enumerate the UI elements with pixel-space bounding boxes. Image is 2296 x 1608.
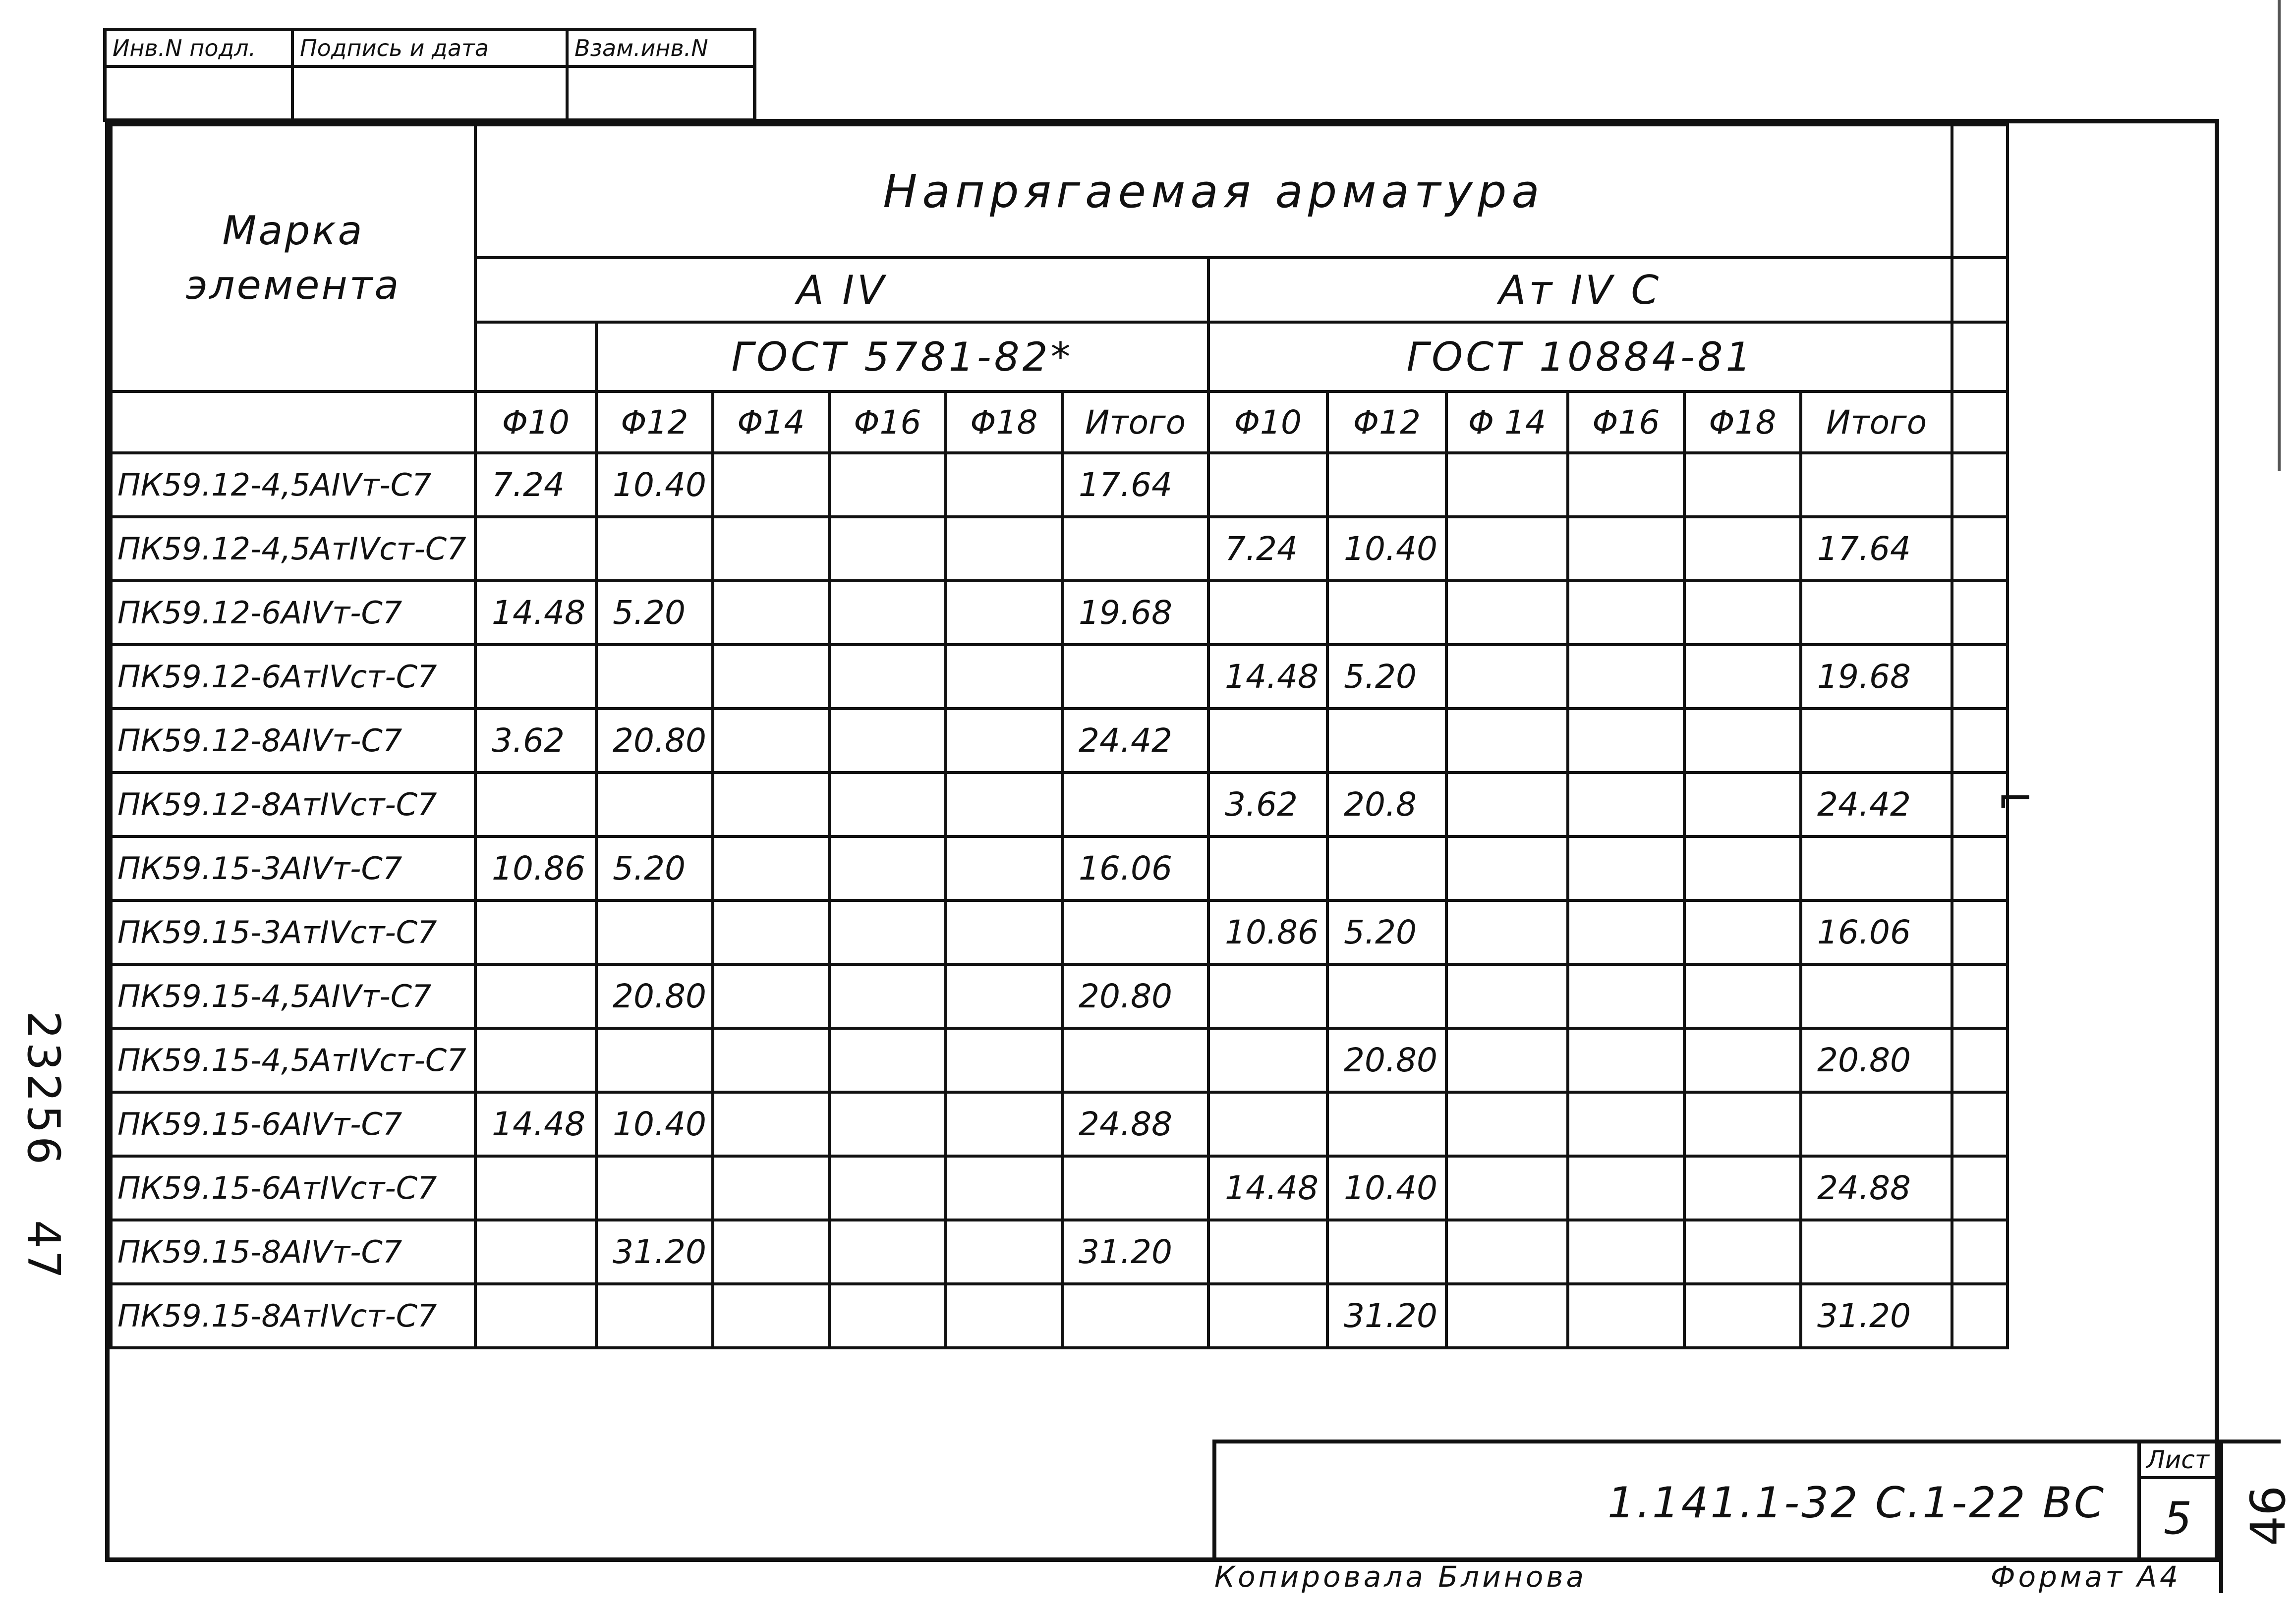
- mass-cell: [946, 964, 1062, 1028]
- mass-cell: 10.86: [475, 836, 596, 900]
- element-mark: ПК59.15-3AIVт-С7: [111, 836, 475, 900]
- element-mark: ПК59.12-8АтIVст-С7: [111, 773, 475, 836]
- table-row: [111, 453, 2008, 517]
- total-cell: 31.20: [1062, 1220, 1208, 1284]
- mass-cell: [1208, 1092, 1327, 1156]
- mass-cell: [475, 517, 596, 581]
- mass-cell: [713, 900, 829, 964]
- extra-column-cell: [1952, 964, 2008, 1028]
- blank-header-cell: [111, 391, 475, 453]
- page-number-left: 47: [17, 1220, 69, 1281]
- mass-cell: 5.20: [596, 581, 713, 645]
- copied-by: Копировала Блинова: [1214, 1560, 1587, 1594]
- mass-cell: [1208, 1028, 1327, 1092]
- total-cell: [1801, 453, 1952, 517]
- element-mark: ПК59.15-3АтIVст-С7: [111, 900, 475, 964]
- mass-cell: [946, 773, 1062, 836]
- total-cell: 24.42: [1062, 709, 1208, 773]
- mass-cell: 3.62: [475, 709, 596, 773]
- mass-cell: [1684, 1028, 1801, 1092]
- total-cell: [1062, 517, 1208, 581]
- total-cell: [1062, 645, 1208, 709]
- mass-cell: [829, 1028, 946, 1092]
- mass-cell: [1568, 836, 1684, 900]
- diameter-header: Φ16: [829, 391, 946, 453]
- extra-column-cell: [1952, 645, 2008, 709]
- mass-cell: [713, 645, 829, 709]
- scan-edge-line: [2278, 0, 2281, 471]
- mass-cell: 14.48: [475, 581, 596, 645]
- group-standard-1: ГОСТ 5781-82*: [596, 322, 1208, 391]
- mass-cell: [829, 964, 946, 1028]
- mass-cell: [829, 645, 946, 709]
- element-mark: ПК59.12-6AIVт-С7: [111, 581, 475, 645]
- mass-cell: [475, 1284, 596, 1348]
- mass-cell: 10.86: [1208, 900, 1327, 964]
- extra-column-cell: [1952, 1156, 2008, 1220]
- extra-column-cell: [1952, 1284, 2008, 1348]
- mass-cell: 20.80: [596, 964, 713, 1028]
- total-header: Итого: [1062, 391, 1208, 453]
- mass-cell: [946, 517, 1062, 581]
- approval-stamp: [103, 28, 756, 122]
- total-cell: 31.20: [1801, 1284, 1952, 1348]
- mass-cell: [713, 581, 829, 645]
- total-cell: 24.88: [1062, 1092, 1208, 1156]
- diameter-header: Φ16: [1568, 391, 1684, 453]
- total-cell: 19.68: [1801, 645, 1952, 709]
- element-mark: ПК59.15-6АтIVст-С7: [111, 1156, 475, 1220]
- mass-cell: [713, 453, 829, 517]
- mass-cell: [1568, 773, 1684, 836]
- mass-cell: [1208, 836, 1327, 900]
- mass-cell: [596, 645, 713, 709]
- mass-cell: 7.24: [1208, 517, 1327, 581]
- mass-cell: [1684, 1284, 1801, 1348]
- paper-format: Формат А4: [1990, 1560, 2181, 1594]
- mass-cell: [1446, 964, 1568, 1028]
- mass-cell: [475, 900, 596, 964]
- mass-cell: [475, 1028, 596, 1092]
- mass-cell: [1446, 1028, 1568, 1092]
- diameter-header: Φ10: [1208, 391, 1327, 453]
- mass-cell: [829, 581, 946, 645]
- main-header: Напрягаемая арматура: [475, 125, 1952, 258]
- sheet-label: Лист: [2141, 1443, 2215, 1479]
- sheet-number: 5: [2163, 1493, 2192, 1545]
- stamp-value-inventory: [107, 68, 294, 118]
- mass-cell: [1327, 1092, 1446, 1156]
- extra-column-cell: [1952, 1092, 2008, 1156]
- element-mark: ПК59.12-4,5AIVт-С7: [111, 453, 475, 517]
- footer: [1214, 1560, 2181, 1605]
- total-cell: [1062, 1284, 1208, 1348]
- total-cell: 17.64: [1062, 453, 1208, 517]
- mass-cell: [1568, 453, 1684, 517]
- mass-cell: [1446, 900, 1568, 964]
- mass-cell: [713, 1220, 829, 1284]
- mass-cell: [1684, 709, 1801, 773]
- mass-cell: [829, 900, 946, 964]
- mass-cell: 20.80: [1327, 1028, 1446, 1092]
- table-row: [111, 1028, 2008, 1092]
- mass-cell: [713, 709, 829, 773]
- mass-cell: [946, 581, 1062, 645]
- element-mark: ПК59.15-4,5АтIVст-С7: [111, 1028, 475, 1092]
- mass-cell: [1446, 581, 1568, 645]
- mass-cell: [829, 1092, 946, 1156]
- mass-cell: 20.8: [1327, 773, 1446, 836]
- mass-cell: [475, 773, 596, 836]
- diameter-header: Φ 14: [1446, 391, 1568, 453]
- mass-cell: [946, 900, 1062, 964]
- mass-cell: 31.20: [1327, 1284, 1446, 1348]
- total-cell: 16.06: [1801, 900, 1952, 964]
- total-cell: [1801, 836, 1952, 900]
- mass-cell: [1684, 581, 1801, 645]
- mass-cell: [946, 709, 1062, 773]
- mass-cell: [1684, 1156, 1801, 1220]
- mass-cell: [475, 1156, 596, 1220]
- mass-cell: [1568, 1220, 1684, 1284]
- mass-cell: [829, 453, 946, 517]
- mass-cell: [946, 453, 1062, 517]
- total-cell: [1062, 900, 1208, 964]
- mass-cell: [829, 709, 946, 773]
- total-cell: 20.80: [1062, 964, 1208, 1028]
- element-mark: ПК59.15-8АтIVст-С7: [111, 1284, 475, 1348]
- mass-cell: [1684, 900, 1801, 964]
- mass-cell: [596, 1284, 713, 1348]
- table-row: [111, 1156, 2008, 1220]
- extra-column-cell: [1952, 125, 2008, 258]
- diameter-header: Φ12: [596, 391, 713, 453]
- element-mark: ПК59.12-4,5АтIVст-С7: [111, 517, 475, 581]
- mass-cell: [596, 773, 713, 836]
- mass-cell: [1684, 453, 1801, 517]
- mass-cell: [946, 1092, 1062, 1156]
- element-mark: ПК59.15-6AIVт-С7: [111, 1092, 475, 1156]
- total-cell: [1062, 1028, 1208, 1092]
- total-cell: [1801, 1220, 1952, 1284]
- stamp-header-inventory: Инв.N подл.: [107, 31, 294, 68]
- mass-cell: [1446, 836, 1568, 900]
- mass-cell: [1446, 517, 1568, 581]
- mass-cell: 14.48: [475, 1092, 596, 1156]
- mass-cell: 5.20: [1327, 900, 1446, 964]
- mass-cell: [829, 1220, 946, 1284]
- mass-cell: [1684, 773, 1801, 836]
- total-cell: [1801, 964, 1952, 1028]
- extra-column-cell: [1952, 709, 2008, 773]
- mass-cell: 10.40: [596, 1092, 713, 1156]
- mass-cell: [1327, 1220, 1446, 1284]
- diameter-header: Φ12: [1327, 391, 1446, 453]
- element-mark: ПК59.12-8AIVт-С7: [111, 709, 475, 773]
- total-cell: [1062, 773, 1208, 836]
- mass-cell: [1327, 709, 1446, 773]
- mass-cell: [1327, 453, 1446, 517]
- diameter-row: [111, 391, 2008, 453]
- mass-cell: [713, 1156, 829, 1220]
- extra-column-cell: [1952, 581, 2008, 645]
- stamp-value-replacement: [569, 68, 753, 118]
- mass-cell: [1684, 645, 1801, 709]
- blank-header-cell: [475, 322, 596, 391]
- element-mark: ПК59.15-8AIVт-С7: [111, 1220, 475, 1284]
- mass-cell: [475, 964, 596, 1028]
- extra-column-cell: [1952, 453, 2008, 517]
- table-row: [111, 1092, 2008, 1156]
- mass-cell: [1446, 1092, 1568, 1156]
- mass-cell: [1684, 1220, 1801, 1284]
- mass-cell: [713, 773, 829, 836]
- mass-cell: [713, 1028, 829, 1092]
- table-row: [111, 517, 2008, 581]
- diameter-header: Φ18: [946, 391, 1062, 453]
- table-row: [111, 964, 2008, 1028]
- mass-cell: 14.48: [1208, 1156, 1327, 1220]
- group-standard-2: ГОСТ 10884-81: [1208, 322, 1952, 391]
- mass-cell: [475, 645, 596, 709]
- mass-cell: [596, 900, 713, 964]
- total-cell: [1801, 1092, 1952, 1156]
- mass-cell: [829, 517, 946, 581]
- title-block: [1212, 1440, 2215, 1559]
- mass-cell: [946, 1284, 1062, 1348]
- extra-column-cell: [1952, 322, 2008, 391]
- mass-cell: [1568, 964, 1684, 1028]
- inventory-number: 23256: [17, 1011, 69, 1168]
- mass-cell: [1208, 1220, 1327, 1284]
- mass-cell: [596, 1028, 713, 1092]
- mass-cell: 10.40: [596, 453, 713, 517]
- table-row: [111, 581, 2008, 645]
- mass-cell: 10.40: [1327, 1156, 1446, 1220]
- table-body: [111, 453, 2008, 1348]
- element-mark: ПК59.12-6АтIVст-С7: [111, 645, 475, 709]
- stamp-header-signature: Подпись и дата: [294, 31, 569, 68]
- total-header: Итого: [1801, 391, 1952, 453]
- mass-cell: [1327, 836, 1446, 900]
- mass-cell: [596, 1156, 713, 1220]
- group-steel-at4c: Ат IV С: [1208, 258, 1952, 322]
- mass-cell: [1684, 517, 1801, 581]
- mass-cell: [1446, 773, 1568, 836]
- mass-cell: [1208, 581, 1327, 645]
- page-number-right: 46: [2240, 1485, 2296, 1546]
- mass-cell: [946, 836, 1062, 900]
- mass-cell: [1208, 964, 1327, 1028]
- diameter-header: Φ18: [1684, 391, 1801, 453]
- extra-column-cell: [1952, 258, 2008, 322]
- extra-column-cell: [1952, 1028, 2008, 1092]
- table-row: [111, 1284, 2008, 1348]
- table-row: [111, 836, 2008, 900]
- mass-cell: [1446, 645, 1568, 709]
- mass-cell: [1568, 1156, 1684, 1220]
- extra-column-cell: [1952, 836, 2008, 900]
- mass-cell: [713, 517, 829, 581]
- revision-mark-icon: ⌐: [1997, 773, 2034, 825]
- mass-cell: [1568, 581, 1684, 645]
- mass-cell: [829, 836, 946, 900]
- mass-cell: [946, 1156, 1062, 1220]
- mass-cell: [1568, 517, 1684, 581]
- mass-cell: 5.20: [596, 836, 713, 900]
- mass-cell: [1684, 836, 1801, 900]
- table-row: [111, 1220, 2008, 1284]
- table-row: [111, 900, 2008, 964]
- sheet-box: [2137, 1443, 2215, 1559]
- table-row: [111, 645, 2008, 709]
- table-row: [111, 773, 2008, 836]
- mass-cell: 7.24: [475, 453, 596, 517]
- mass-cell: [713, 1092, 829, 1156]
- table-row: [111, 709, 2008, 773]
- mass-cell: [475, 1220, 596, 1284]
- extra-column-cell: [1952, 391, 2008, 453]
- mass-cell: [713, 836, 829, 900]
- extra-column-cell: [1952, 900, 2008, 964]
- mass-cell: [1684, 964, 1801, 1028]
- total-cell: [1801, 709, 1952, 773]
- group-steel-a4: А IV: [475, 258, 1208, 322]
- total-cell: 19.68: [1062, 581, 1208, 645]
- mass-cell: [1208, 1284, 1327, 1348]
- mass-cell: [1568, 709, 1684, 773]
- mass-cell: [1208, 453, 1327, 517]
- mass-cell: [946, 1028, 1062, 1092]
- total-cell: 24.42: [1801, 773, 1952, 836]
- mass-cell: [1568, 1284, 1684, 1348]
- reinforcement-table: [110, 123, 2009, 1349]
- total-cell: 20.80: [1801, 1028, 1952, 1092]
- mass-cell: [1568, 1028, 1684, 1092]
- extra-column-cell: [1952, 517, 2008, 581]
- mass-cell: [1684, 1092, 1801, 1156]
- mass-cell: [713, 964, 829, 1028]
- mass-cell: 14.48: [1208, 645, 1327, 709]
- mass-cell: [1327, 964, 1446, 1028]
- mass-cell: 5.20: [1327, 645, 1446, 709]
- mass-cell: [1446, 709, 1568, 773]
- total-cell: 17.64: [1801, 517, 1952, 581]
- mass-cell: 10.40: [1327, 517, 1446, 581]
- mass-cell: [1568, 645, 1684, 709]
- mass-cell: [829, 773, 946, 836]
- mass-cell: [1208, 709, 1327, 773]
- mass-cell: [1568, 900, 1684, 964]
- mass-cell: 3.62: [1208, 773, 1327, 836]
- mass-cell: [1446, 1220, 1568, 1284]
- total-cell: [1062, 1156, 1208, 1220]
- extra-column-cell: [1952, 1220, 2008, 1284]
- stamp-header-replacement: Взам.инв.N: [569, 31, 753, 68]
- mass-cell: [946, 1220, 1062, 1284]
- mass-cell: [1568, 1092, 1684, 1156]
- mass-cell: [1446, 1284, 1568, 1348]
- total-cell: 16.06: [1062, 836, 1208, 900]
- mass-cell: [829, 1156, 946, 1220]
- mass-cell: [946, 645, 1062, 709]
- mass-cell: 20.80: [596, 709, 713, 773]
- mark-header: Марка элемента: [111, 125, 475, 391]
- mass-cell: [596, 517, 713, 581]
- document-code: 1.141.1-32 С.1-22 ВС: [1607, 1478, 2106, 1528]
- diameter-header: Φ14: [713, 391, 829, 453]
- mass-cell: [713, 1284, 829, 1348]
- mass-cell: [1446, 453, 1568, 517]
- total-cell: [1801, 581, 1952, 645]
- mass-cell: [1327, 581, 1446, 645]
- mass-cell: [1446, 1156, 1568, 1220]
- stamp-value-signature: [294, 68, 569, 118]
- diameter-header: Φ10: [475, 391, 596, 453]
- mass-cell: 31.20: [596, 1220, 713, 1284]
- total-cell: 24.88: [1801, 1156, 1952, 1220]
- element-mark: ПК59.15-4,5AIVт-С7: [111, 964, 475, 1028]
- mass-cell: [829, 1284, 946, 1348]
